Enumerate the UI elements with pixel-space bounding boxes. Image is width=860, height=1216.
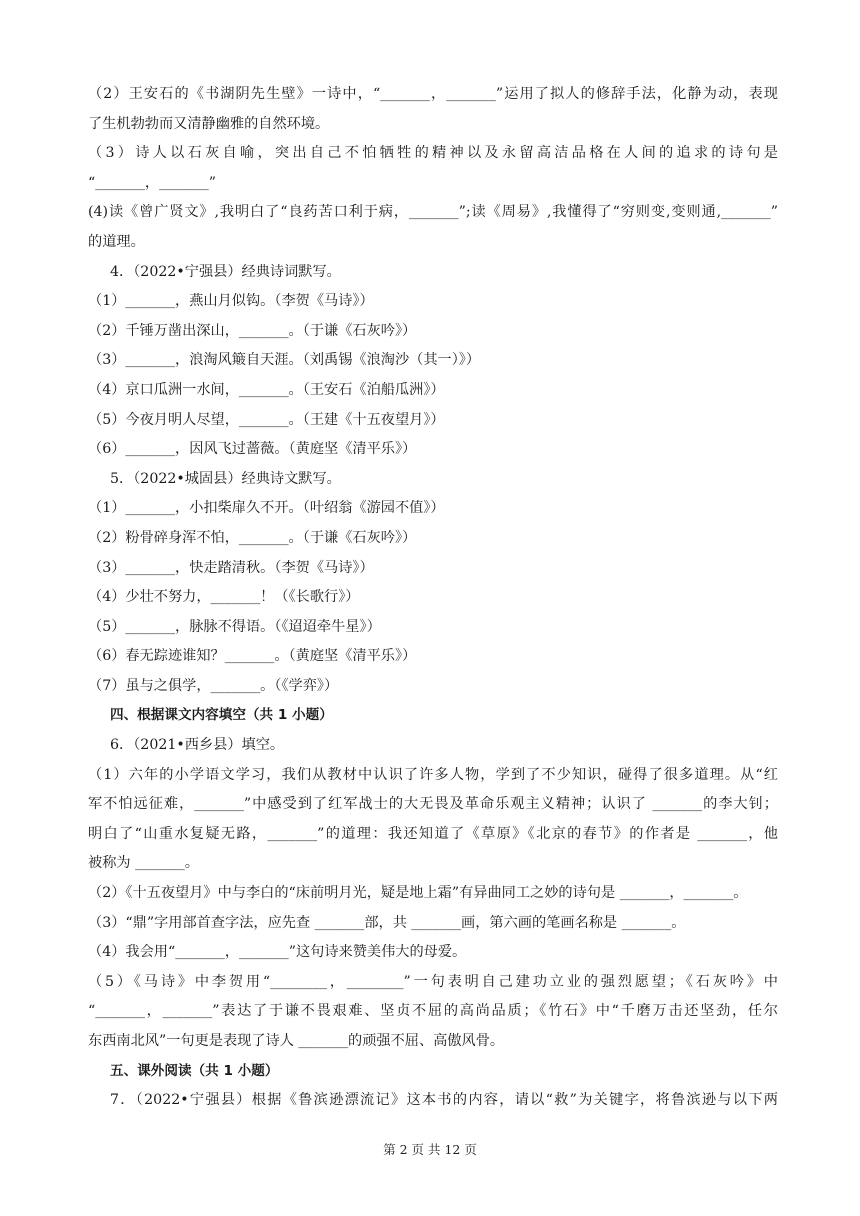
text-line: （3）“鼎”字用部首查字法，应先查 _______部，共 _______画，第六画的笔画名称是 _______。: [88, 914, 686, 931]
text-line: (4)读《曾广贤文》,我明白了“良药苦口利于病，_______”;读《周易》,我懂得了“穷则变,变则通,_______”: [88, 204, 778, 221]
text-line: 军不怕远征难，_______”中感受到了红军战士的大无畏及革命乐观主义精神；认识了 _______的李大钊；: [88, 796, 778, 813]
text-line: 明白了“山重水复疑无路，_______”的道理：我还知道了《草原》《北京的春节》的作者是 _______，他: [88, 825, 778, 842]
text-line: 6．（2021•西乡县）填空。: [110, 737, 285, 754]
section-heading: 五、课外阅读（共 1 小题）: [110, 1062, 279, 1079]
text-line: （2）千锤万凿出深山，_______。（于谦《石灰吟》）: [88, 322, 417, 339]
text-line: （5）《马诗》中李贺用“________，________”一句表明自己建功立业的强烈愿望；《石灰吟》中: [88, 973, 778, 990]
page-footer: 第 2 页 共 12 页: [383, 1142, 477, 1157]
text-line: （6）_______，因风飞过蔷薇。（黄庭坚《清平乐》）: [88, 441, 417, 458]
text-line: （3）_______，快走踏清秋。（李贺《马诗》）: [88, 559, 374, 576]
text-line: （3）_______，浪淘风簸自天涯。（刘禹锡《浪淘沙（其一）》）: [88, 352, 481, 369]
text-line: （5）今夜月明人尽望，_______。（王建《十五夜望月》）: [88, 411, 445, 428]
text-line: “_______，_______”表达了于谦不畏艰难、坚贞不屈的高尚品质；《竹石》中“千磨万击还坚劲，任尔: [88, 1003, 778, 1020]
text-line: （1）六年的小学语文学习，我们从教材中认识了许多人物，学到了不少知识，碰得了很多道理。从“红: [88, 766, 778, 783]
text-line: （4）京口瓜洲一水间，_______。（王安石《泊船瓜洲》）: [88, 381, 445, 398]
text-line: （7）虽与之俱学，_______。（《学弈》）: [88, 677, 339, 694]
text-line: 的道理。: [88, 233, 145, 250]
text-line: 7．（2022•宁强县）根据《鲁滨逊漂流记》这本书的内容，请以“救”为关键字，将鲁滨逊与以下两: [110, 1092, 778, 1109]
text-line: （4）我会用“_______，_______”这句诗来赞美伟大的母爱。: [88, 944, 467, 961]
section-heading: 四、根据课文内容填空（共 1 小题）: [110, 707, 333, 724]
text-line: （3）诗人以石灰自喻，突出自己不怕牺牲的精神以及永留高洁品格在人间的追求的诗句是: [88, 145, 778, 162]
text-line: （5）_______，脉脉不得语。（《迢迢牵牛星》）: [88, 618, 381, 635]
text-line: （1）_______，小扣柴扉久不开。（叶绍翁《游园不值》）: [88, 500, 445, 517]
text-line: 了生机勃勃而又清静幽雅的自然环境。: [88, 115, 330, 132]
text-line: （4）少壮不努力，_______！（《长歌行》）: [88, 589, 360, 606]
text-line: “_______，_______”: [88, 174, 217, 191]
text-line: （2）粉骨碎身浑不怕，_______。（于谦《石灰吟》）: [88, 529, 417, 546]
document-body: [88, 80, 778, 1116]
text-line: 被称为 _______。: [88, 855, 199, 872]
text-line: （2）王安石的《书湖阴先生壁》一诗中，“_______，_______”运用了拟人的修辞手法，化静为动，表现: [88, 86, 778, 102]
text-line: 东西南北风”一句更是表现了诗人 _______的顽强不屈、高傲风骨。: [88, 1033, 505, 1049]
text-line: （1）_______，燕山月似钩。（李贺《马诗》）: [88, 293, 374, 310]
text-line: （2）《十五夜望月》中与李白的“床前明月光，疑是地上霜”有异曲同工之妙的诗句是 _______，_______。: [88, 885, 748, 902]
text-line: 4．（2022•宁强县）经典诗词默写。: [110, 263, 341, 280]
text-line: （6）春无踪迹谁知？_______。（黄庭坚《清平乐》）: [88, 648, 417, 665]
text-line: 5．（2022•城固县）经典诗文默写。: [110, 470, 341, 487]
